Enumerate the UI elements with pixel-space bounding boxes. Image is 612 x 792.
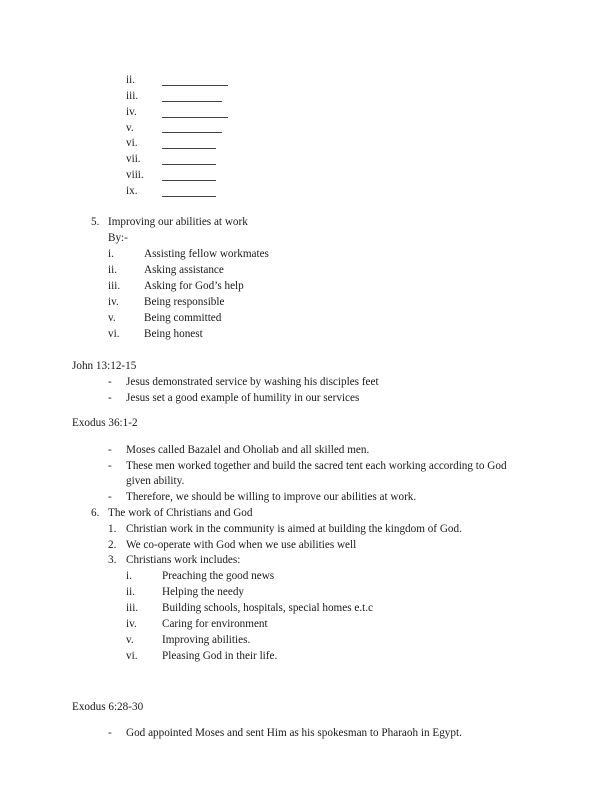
bullet-dash: -: [108, 376, 112, 388]
point-number: 2.: [108, 539, 117, 551]
section-title: The work of Christians and God: [108, 507, 253, 519]
point-number: 1.: [108, 523, 117, 535]
list-numeral: i.: [108, 248, 114, 260]
bullet-dash: -: [108, 444, 112, 456]
list-item: Asking assistance: [144, 264, 224, 276]
list-numeral: iv.: [108, 296, 119, 308]
bullet-item: Moses called Bazalel and Oholiab and all skilled men.: [126, 444, 370, 456]
bullet-item: God appointed Moses and sent Him as his spokesman to Pharaoh in Egypt.: [126, 727, 462, 739]
list-item: Improving abilities.: [162, 634, 251, 646]
blank-numeral: ix.: [126, 185, 138, 197]
list-item: Being responsible: [144, 296, 225, 308]
bullet-item: Therefore, we should be willing to improve our abilities at work.: [126, 491, 417, 503]
point-text: Christian work in the community is aimed at building the kingdom of God.: [126, 523, 462, 535]
blank-numeral: viii.: [126, 169, 144, 181]
blank-numeral: vii.: [126, 153, 141, 165]
bullet-dash: -: [108, 727, 112, 739]
point-number: 3.: [108, 554, 117, 566]
list-numeral: iii.: [108, 280, 121, 292]
list-numeral: i.: [126, 570, 132, 582]
list-item: Being honest: [144, 328, 203, 340]
section-number: 6.: [91, 507, 100, 519]
list-item: Building schools, hospitals, special homes e.t.c: [162, 602, 373, 614]
list-numeral: v.: [108, 312, 116, 324]
scripture-reference: Exodus 36:1-2: [72, 417, 138, 429]
list-item: Helping the needy: [162, 586, 245, 598]
scripture-reference: John 13:12-15: [72, 360, 137, 372]
fill-in-blank: [162, 148, 216, 149]
blank-numeral: vi.: [126, 137, 138, 149]
blank-numeral: ii.: [126, 74, 136, 86]
bullet-dash: -: [108, 392, 112, 404]
section-number: 5.: [91, 216, 100, 228]
list-numeral: vi.: [126, 650, 138, 662]
list-numeral: iii.: [126, 602, 139, 614]
fill-in-blank: [162, 101, 222, 102]
fill-in-blank: [162, 132, 222, 133]
list-item: Preaching the good news: [162, 570, 275, 582]
list-numeral: iv.: [126, 618, 137, 630]
bullet-item-continuation: given ability.: [126, 475, 185, 487]
list-item: Assisting fellow workmates: [144, 248, 269, 260]
fill-in-blank: [162, 117, 228, 118]
scripture-reference: Exodus 6:28-30: [72, 701, 144, 713]
point-text: We co-operate with God when we use abilities well: [126, 539, 357, 551]
list-numeral: vi.: [108, 328, 120, 340]
fill-in-blank: [162, 164, 216, 165]
list-numeral: ii.: [108, 264, 118, 276]
blank-numeral: iv.: [126, 106, 137, 118]
list-item: Pleasing God in their life.: [162, 650, 278, 662]
bullet-item: These men worked together and build the sacred tent each working according to God: [126, 460, 507, 472]
bullet-dash: -: [108, 491, 112, 503]
by-label: By:-: [108, 232, 128, 244]
list-item: Being committed: [144, 312, 222, 324]
blank-numeral: v.: [126, 122, 134, 134]
list-item: Caring for environment: [162, 618, 268, 630]
bullet-item: Jesus demonstrated service by washing his disciples feet: [126, 376, 379, 388]
fill-in-blank: [162, 196, 216, 197]
fill-in-blank: [162, 180, 216, 181]
section-title: Improving our abilities at work: [108, 216, 248, 228]
point-text: Christians work includes:: [126, 554, 241, 566]
bullet-item: Jesus set a good example of humility in our services: [126, 392, 360, 404]
list-numeral: v.: [126, 634, 134, 646]
list-item: Asking for God’s help: [144, 280, 244, 292]
list-numeral: ii.: [126, 586, 136, 598]
fill-in-blank: [162, 85, 228, 86]
blank-numeral: iii.: [126, 90, 139, 102]
bullet-dash: -: [108, 460, 112, 472]
